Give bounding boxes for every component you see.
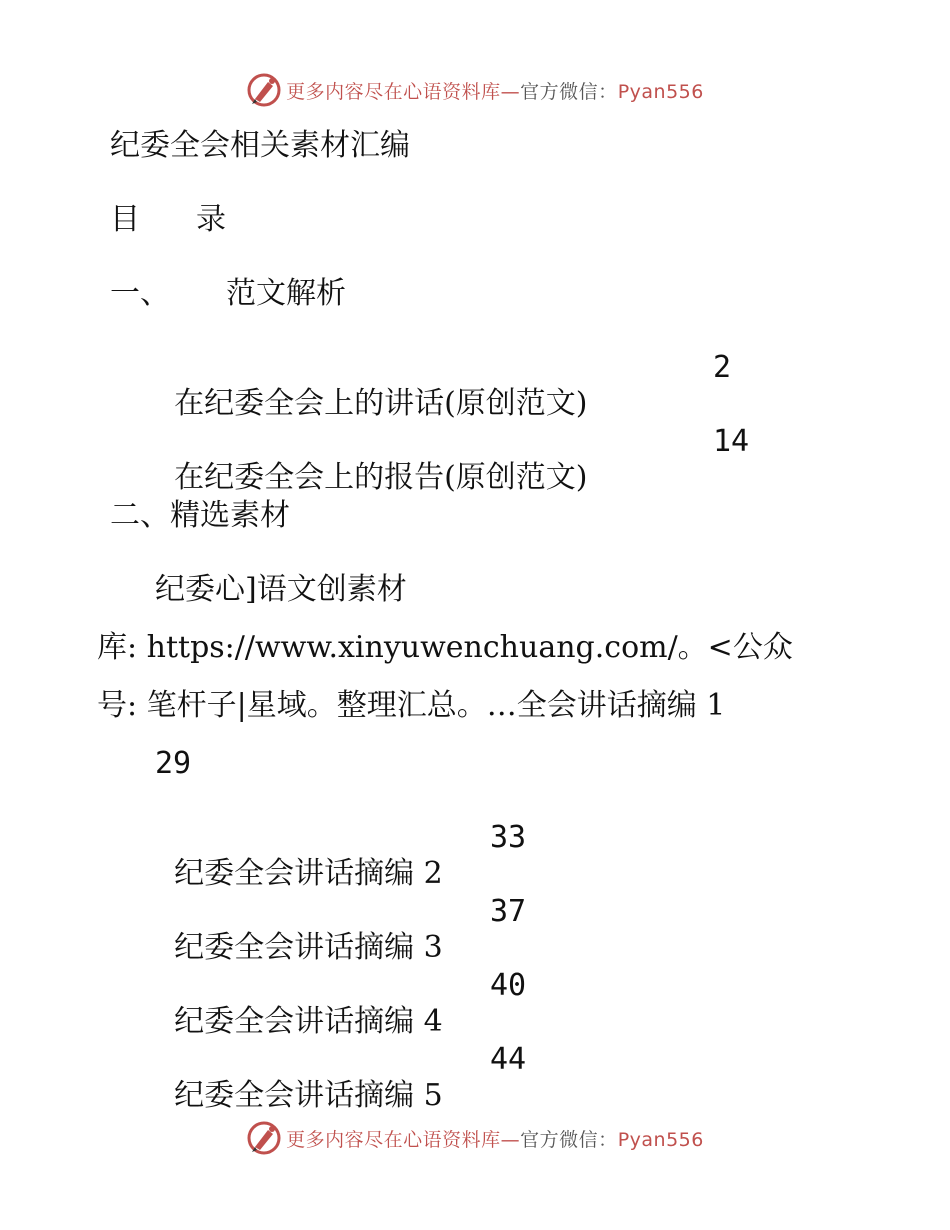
section-1-heading: 一、 范文解析 xyxy=(110,276,346,311)
banner-text: 更多内容尽在心语资料库—官方微信：Pyan556 xyxy=(286,1128,704,1151)
toc-entry-page: 2 xyxy=(713,350,732,385)
quill-pen-logo-icon xyxy=(246,1120,282,1156)
document-title: 纪委全会相关素材汇编 xyxy=(110,128,410,163)
material-line-page: 29 xyxy=(155,746,192,781)
toc-heading: 目 录 xyxy=(110,202,226,237)
material-line-wrapped: 号: 笔杆子|星域。整理汇总。…全会讲话摘编 1 xyxy=(97,688,726,723)
toc-entry-text: 在纪委全会上的讲话(原创范文) xyxy=(174,386,588,421)
section-2-heading: 二、精选素材 xyxy=(110,498,290,533)
toc-entry-text: 纪委全会讲话摘编 4 xyxy=(174,1004,443,1039)
toc-entry-text: 纪委全会讲话摘编 3 xyxy=(174,930,443,965)
toc-entry-text: 在纪委全会上的报告(原创范文) xyxy=(174,460,588,495)
material-line-wrapped: 库: https://www.xinyuwenchuang.com/。<公众 xyxy=(97,630,793,665)
header-watermark-banner xyxy=(0,70,950,110)
material-line: 纪委心]语文创素材 xyxy=(155,572,407,607)
toc-entry-text: 纪委全会讲话摘编 5 xyxy=(174,1078,443,1113)
footer-watermark-banner xyxy=(0,1118,950,1158)
quill-pen-logo-icon xyxy=(246,72,282,108)
banner-text: 更多内容尽在心语资料库—官方微信：Pyan556 xyxy=(286,80,704,103)
toc-entry-page: 14 xyxy=(713,424,750,459)
toc-entry-page: 33 xyxy=(490,820,527,855)
toc-entry-page: 37 xyxy=(490,894,527,929)
toc-entry-page: 40 xyxy=(490,968,527,1003)
toc-entry-text: 纪委全会讲话摘编 2 xyxy=(174,856,443,891)
toc-entry-page: 44 xyxy=(490,1042,527,1077)
